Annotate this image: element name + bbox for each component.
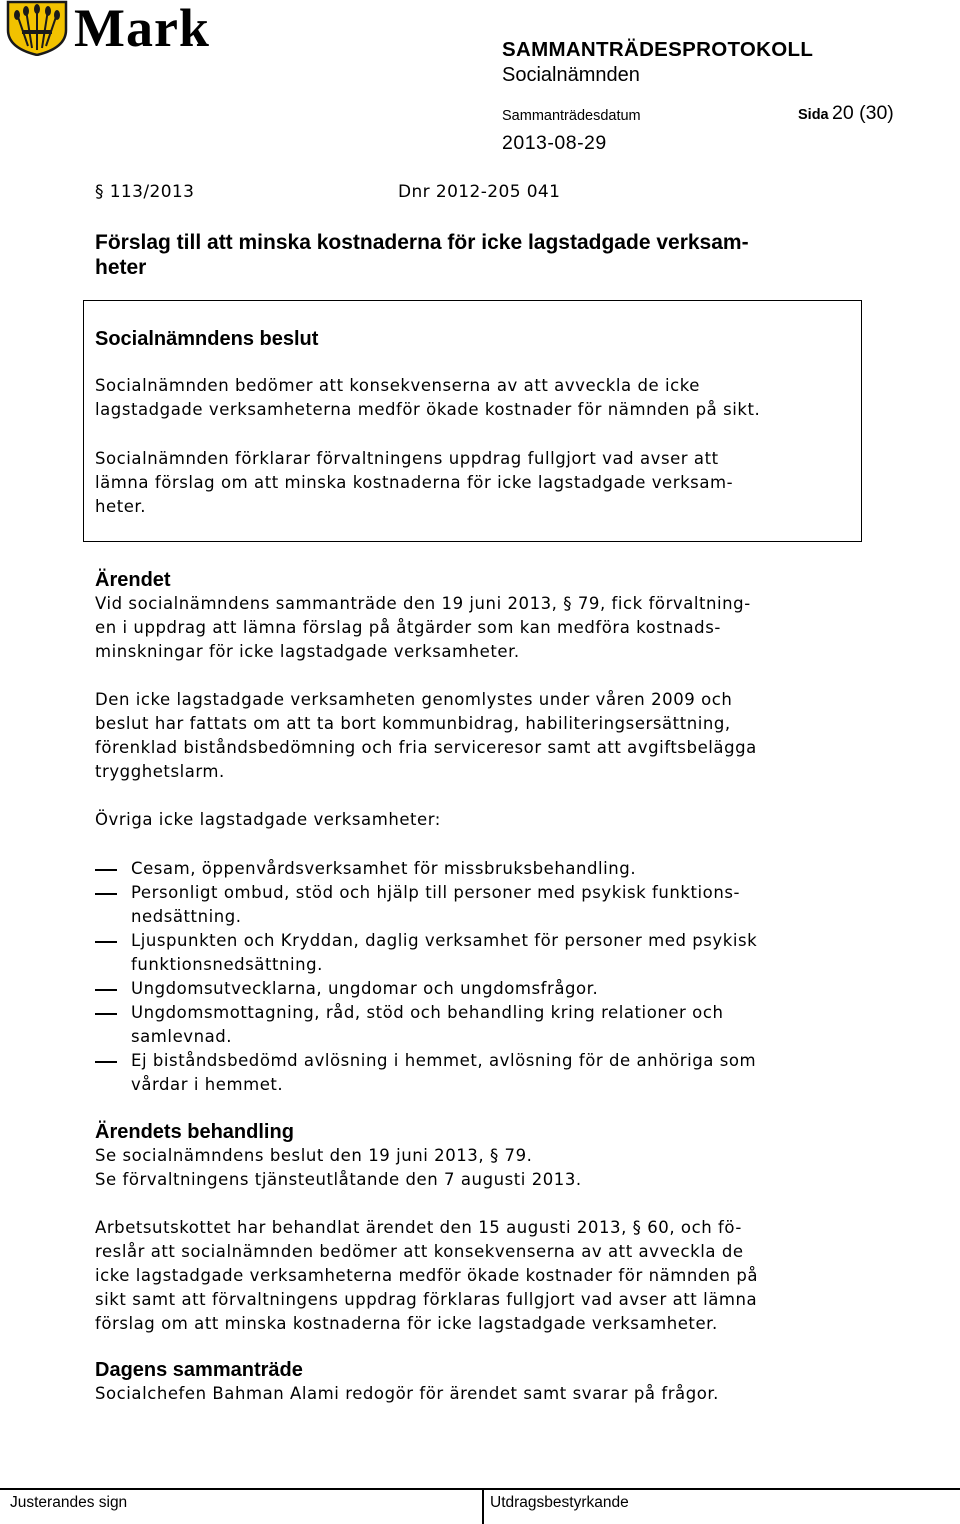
footer-divider (0, 1488, 960, 1490)
text-line: sikt samt att förvaltningens uppdrag förklaras fullgjort vad avser att lämna (95, 1290, 758, 1309)
text-line: Ljuspunkten och Kryddan, daglig verksamhet för personer med psykisk (131, 931, 758, 950)
text-line: heter. (95, 497, 147, 516)
behandling-paragraph-2 (95, 1216, 758, 1336)
text-line: Vid socialnämndens sammanträde den 19 juni 2013, § 79, fick förvaltning- (95, 594, 751, 613)
text-line: nedsättning. (131, 907, 242, 926)
text-line: Ungdomsmottagning, råd, stöd och behandling kring relationer och (131, 1003, 724, 1022)
text-line: Cesam, öppenvårdsverksamhet för missbruksbehandling. (131, 859, 637, 878)
dash-bullet-icon (95, 1061, 117, 1063)
text-line: Ej biståndsbedömd avlösning i hemmet, avlösning för de anhöriga som (131, 1051, 757, 1070)
footer-utdragsbestyrkande: Utdragsbestyrkande (490, 1494, 629, 1511)
text-line: funktionsnedsättning. (131, 955, 323, 974)
text-line: lämna förslag om att minska kostnaderna för icke lagstadgade verksam- (95, 473, 734, 492)
page-label: Sida (798, 107, 829, 123)
footer-justerandes-sign: Justerandes sign (10, 1494, 128, 1511)
text-line: förslag om att minska kostnaderna för icke lagstadgade verksamheter. (95, 1314, 718, 1333)
text-line: minskningar för icke lagstadgade verksamheter. (95, 642, 520, 661)
dash-bullet-icon (95, 1013, 117, 1015)
meeting-date-label: Sammanträdesdatum (502, 108, 641, 124)
case-title-line: heter (95, 256, 147, 279)
case-title-line: Förslag till att minska kostnaderna för icke lagstadgade verksam- (95, 231, 749, 254)
dash-bullet-icon (95, 989, 117, 991)
municipality-logo (2, 0, 72, 56)
arendet-paragraph-1 (95, 592, 751, 664)
decision-paragraph-2 (95, 447, 733, 519)
text-line: en i uppdrag att lämna förslag på åtgärder som kan medföra kostnads- (95, 618, 721, 637)
department-name: Socialnämnden (502, 64, 640, 86)
text-line: Ungdomsutvecklarna, ungdomar och ungdomsfrågor. (131, 979, 599, 998)
behandling-paragraph-1 (95, 1144, 582, 1192)
text-line: Socialchefen Bahman Alami redogör för ärendet samt svarar på frågor. (95, 1384, 719, 1403)
text-line: vårdar i hemmet. (131, 1075, 284, 1094)
text-line: Se socialnämndens beslut den 19 juni 2013, § 79. (95, 1146, 533, 1165)
arendet-paragraph-2 (95, 688, 757, 784)
case-number-value: 113/2013 (109, 182, 195, 202)
document-type: SAMMANTRÄDESPROTOKOLL (502, 38, 814, 61)
text-line: trygghetslarm. (95, 762, 225, 781)
dash-bullet-icon (95, 941, 117, 943)
footer-column-divider (482, 1488, 484, 1524)
municipality-name: Mark (74, 0, 210, 58)
dash-bullet-icon (95, 893, 117, 895)
page-number: 20 (30) (832, 102, 894, 124)
text-line: förenklad biståndsbedömning och fria serviceresor samt att avgiftsbelägga (95, 738, 757, 757)
decision-paragraph-1 (95, 374, 760, 422)
text-line: Den icke lagstadgade verksamheten genomlystes under våren 2009 och (95, 690, 733, 709)
wheat-sheaf-logo-icon (2, 0, 72, 56)
text-line: icke lagstadgade verksamheterna medför ökade kostnader för nämnden på (95, 1266, 759, 1285)
text-line: Socialnämnden bedömer att konsekvenserna av att avveckla de icke (95, 376, 700, 395)
text-line: lagstadgade verksamheterna medför ökade kostnader för nämnden på sikt. (95, 400, 761, 419)
text-line: reslår att socialnämnden bedömer att konsekvenserna av att avveckla de (95, 1242, 744, 1261)
dagens-paragraph (95, 1382, 719, 1406)
text-line: samlevnad. (131, 1027, 233, 1046)
decision-heading: Socialnämndens beslut (95, 328, 319, 350)
text-line: Arbetsutskottet har behandlat ärendet den 15 augusti 2013, § 60, och fö- (95, 1218, 742, 1237)
behandling-heading: Ärendets behandling (95, 1121, 294, 1143)
text-line: Socialnämnden förklarar förvaltningens uppdrag fullgjort vad avser att (95, 449, 719, 468)
text-line: Se förvaltningens tjänsteutlåtande den 7 augusti 2013. (95, 1170, 582, 1189)
meeting-date: 2013-08-29 (502, 132, 607, 154)
section-icon: § (95, 182, 104, 202)
case-dnr: Dnr 2012-205 041 (398, 182, 561, 202)
arendet-heading: Ärendet (95, 569, 171, 591)
case-title (95, 230, 855, 280)
text-line: beslut har fattats om att ta bort kommunbidrag, habiliteringsersättning, (95, 714, 731, 733)
text-line: Personligt ombud, stöd och hjälp till personer med psykisk funktions- (131, 883, 740, 902)
dash-bullet-icon (95, 869, 117, 871)
case-number (95, 182, 194, 202)
list-intro: Övriga icke lagstadgade verksamheter: (95, 810, 441, 829)
dagens-heading: Dagens sammanträde (95, 1359, 303, 1381)
